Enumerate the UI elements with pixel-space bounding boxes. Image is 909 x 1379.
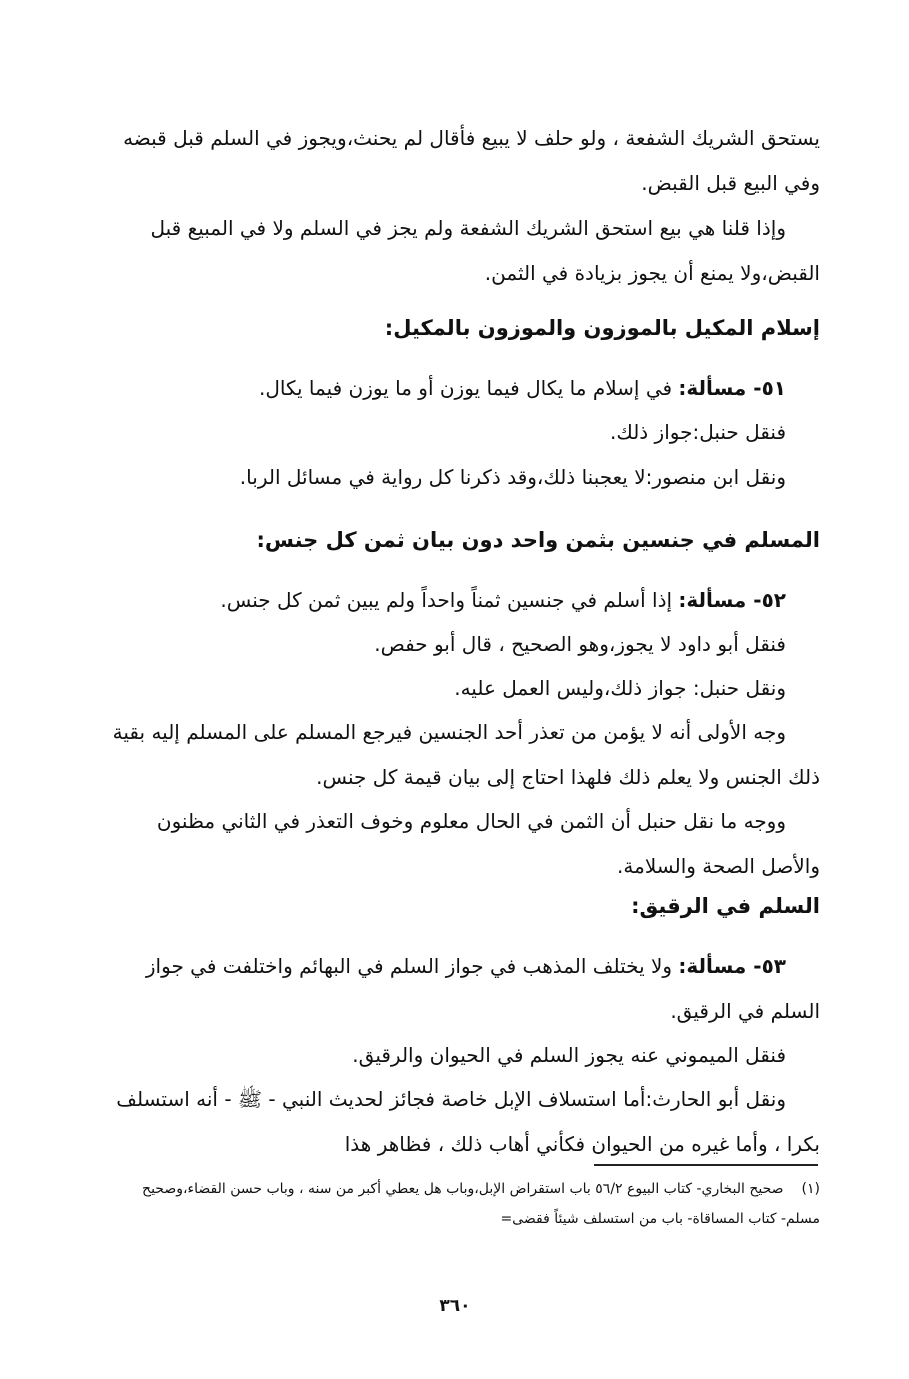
report-hanbal-51: فنقل حنبل:جواز ذلك.: [609, 420, 786, 444]
page-number: ٣٦٠: [439, 1296, 471, 1316]
issue-52: [112, 578, 820, 623]
footnote-text: صحيح البخاري- كتاب البيوع ٥٦/٢ باب استقراض الإبل،وباب هل يعطي أكبر من سنه ، وباب حسن القضاء،وصحيح مسلم- كتاب المساقاة- باب من استسلف شيئاً فقضى=: [142, 1181, 820, 1227]
issue-text-52: إذا أسلم في جنسين ثمناً واحداً ولم يبين ثمن كل جنس.: [220, 588, 679, 612]
section-heading-51: إسلام المكيل بالموزون والموزون بالمكيل:: [384, 316, 820, 340]
report-maymuni-53: فنقل الميموني عنه يجوز السلم في الحيوان والرقيق.: [352, 1043, 786, 1067]
issue-53: [112, 944, 820, 1034]
paragraph-1: يستحق الشريك الشفعة ، ولو حلف لا يبيع فأقال لم يحنث،ويجوز في السلم قبل قبضه وفي البيع قبل القبض.: [123, 126, 820, 195]
report-ibn-mansur-51: ونقل ابن منصور:لا يعجبنا ذلك،وقد ذكرنا كل رواية في مسائل الربا.: [239, 465, 786, 489]
issue-number-51: ٥١- مسألة:: [678, 376, 786, 400]
paragraph-2: وإذا قلنا هي بيع استحق الشريك الشفعة ولم يجز في السلم ولا في المبيع قبل القبض،ولا يمنع أن يجوز بزيادة في الثمن.: [150, 216, 820, 285]
footnote-number: (١): [801, 1181, 820, 1197]
reasoning-second-52: ووجه ما نقل حنبل أن الثمن في الحال معلوم وخوف التعذر في الثاني مظنون والأصل الصحة والسلامة.: [156, 809, 820, 878]
issue-text-53: ولا يختلف المذهب في جواز السلم في البهائم واختلفت في جواز السلم في الرقيق.: [145, 954, 820, 1023]
issue-number-53: ٥٣- مسألة:: [678, 954, 786, 978]
issue-number-52: ٥٢- مسألة:: [678, 588, 786, 612]
issue-text-51: في إسلام ما يكال فيما يوزن أو ما يوزن فيما يكال.: [258, 376, 679, 400]
footnote-divider: [594, 1164, 818, 1166]
reasoning-first-52: وجه الأولى أنه لا يؤمن من تعذر أحد الجنسين فيرجع المسلم على المسلم إليه بقية ذلك الجنس ولا يعلم ذلك فلهذا احتاج إلى بيان قيمة كل جنس.: [112, 720, 820, 789]
issue-51: [112, 366, 820, 411]
report-hanbal-52: ونقل حنبل: جواز ذلك،وليس العمل عليه.: [454, 676, 786, 700]
footnote: [112, 1174, 820, 1234]
report-abu-dawud-52: فنقل أبو داود لا يجوز،وهو الصحيح ، قال أبو حفص.: [374, 632, 786, 656]
section-heading-53: السلم في الرقيق:: [631, 894, 820, 918]
report-abu-al-harith-53: ونقل أبو الحارث:أما استسلاف الإبل خاصة فجائز لحديث النبي - ﷺ - أنه استسلف بكرا ، وأما غيره من الحيوان فكأني أهاب ذلك ، فظاهر هذا: [116, 1087, 820, 1156]
section-heading-52: المسلم في جنسين بثمن واحد دون بيان ثمن كل جنس:: [256, 528, 820, 552]
